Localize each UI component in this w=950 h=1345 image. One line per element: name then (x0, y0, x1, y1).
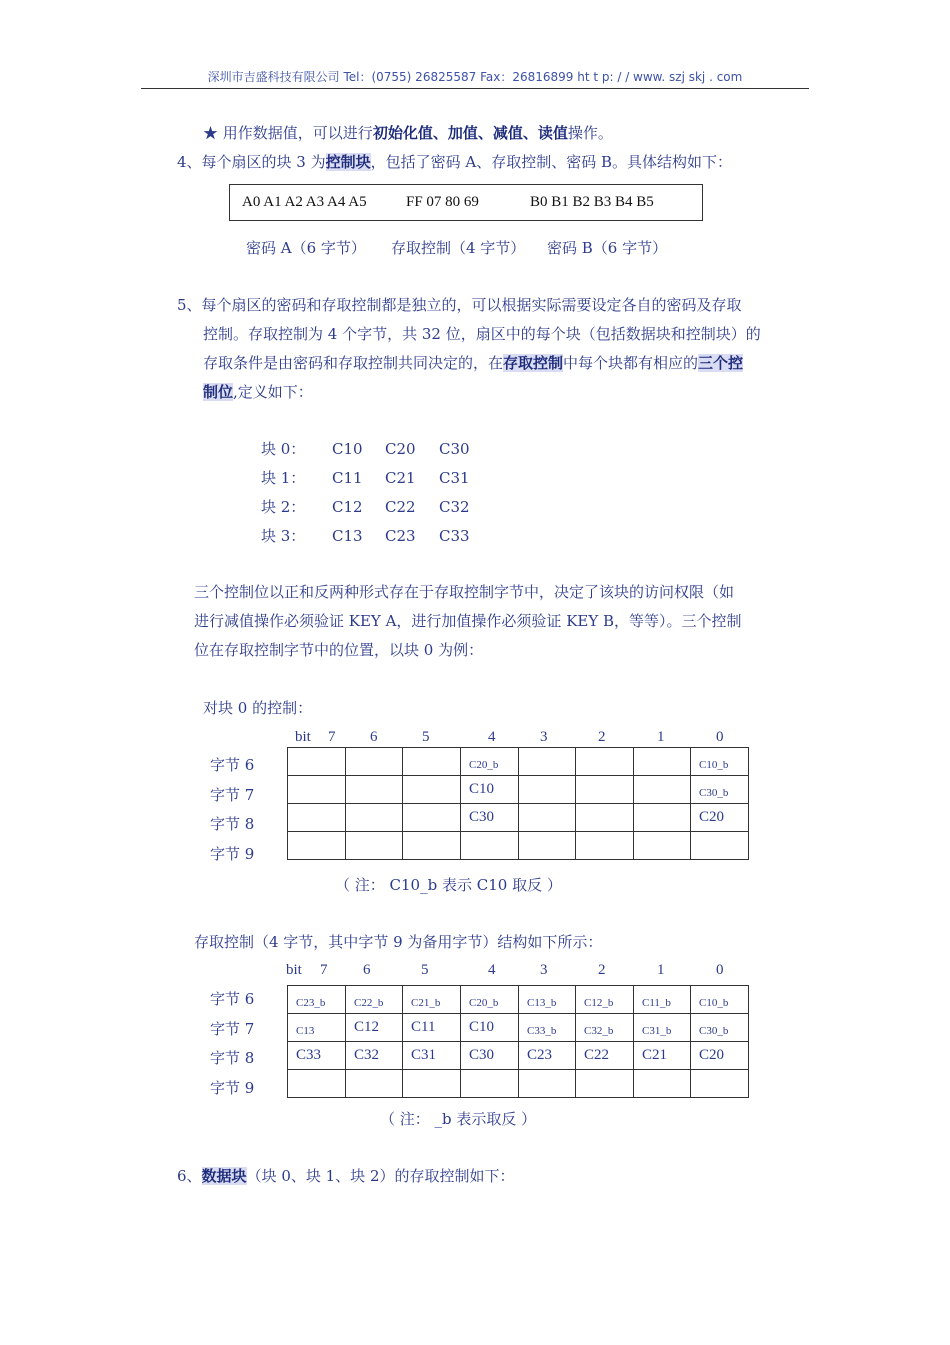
table-cell: C10 (461, 1014, 519, 1042)
item-5-highlight-bits-end: 制位 (203, 383, 234, 401)
table-cell (403, 1070, 461, 1098)
table-row (288, 776, 749, 804)
table-cell (576, 748, 634, 776)
row-label: 字节 7 (210, 1019, 255, 1038)
item-4-bold: 控制块 (325, 153, 371, 171)
row-label: 字节 7 (210, 785, 255, 804)
item-5-line-3 (203, 353, 743, 373)
block-label: 块 3： (261, 527, 306, 545)
table-cell (346, 776, 403, 804)
bit-number: 1 (657, 962, 665, 978)
block-bit: C30 (439, 440, 470, 458)
table-cell (288, 832, 346, 860)
table-cell (634, 832, 691, 860)
item-5-line-1: 5、每个扇区的密码和存取控制都是独立的，可以根据实际需要设定各自的密码及存取 (177, 296, 742, 314)
table-row (288, 804, 749, 832)
list-item (261, 438, 521, 467)
table-1-note: （ 注： C10_b 表示 C10 取反 ） (335, 876, 562, 894)
bit-number: 4 (488, 962, 496, 978)
table-cell: C23 (519, 1042, 576, 1070)
row-label: 字节 8 (210, 1049, 255, 1067)
item-6-highlight: 数据块 (201, 1167, 247, 1185)
table-cell (403, 776, 461, 804)
star-item-suffix: 操作。 (567, 124, 613, 142)
control-block-structure-box (229, 184, 703, 221)
row-label: 字节 9 (210, 1078, 255, 1097)
list-item (261, 496, 521, 525)
table-1-title: 对块 0 的控制： (203, 699, 313, 717)
table-cell (461, 832, 519, 860)
table-cell (346, 748, 403, 776)
table-cell (288, 776, 346, 804)
table-row (288, 748, 749, 776)
table-cell (519, 1070, 576, 1098)
bit-label: bit (295, 729, 311, 745)
table-cell: C12_b (576, 986, 634, 1014)
table-cell (346, 1070, 403, 1098)
table-cell: C20_b (461, 986, 519, 1014)
table-cell: C31_b (634, 1014, 691, 1042)
table-cell: C33 (288, 1042, 346, 1070)
key-b-caption: 密码 B（6 字节） (547, 239, 668, 257)
bit-number: 5 (421, 962, 429, 978)
table-cell (634, 776, 691, 804)
bit-number: 6 (363, 962, 371, 978)
table-cell (634, 748, 691, 776)
item-5-line-2: 控制。存取控制为 4 个字节，共 32 位，扇区中的每个块（包括数据块和控制块）的 (203, 325, 761, 343)
block-bit: C20 (385, 440, 416, 458)
access-caption: 存取控制（4 字节） (391, 239, 526, 257)
bit-number: 5 (422, 729, 430, 745)
key-a-bytes: A0 A1 A2 A3 A4 A5 (242, 194, 367, 210)
bit-number: 2 (598, 962, 606, 978)
bit-number: 7 (320, 962, 328, 978)
table-cell: C31 (403, 1042, 461, 1070)
table-cell (461, 1070, 519, 1098)
table-cell (634, 804, 691, 832)
table-cell (634, 1070, 691, 1098)
table-cell (576, 776, 634, 804)
table-cell (403, 804, 461, 832)
key-a-caption: 密码 A（6 字节） (246, 239, 366, 257)
block-label: 块 2： (261, 498, 306, 516)
table-2-title: 存取控制（4 字节，其中字节 9 为备用字节）结构如下所示： (194, 933, 603, 951)
table-cell: C30_b (691, 1014, 749, 1042)
table-row (288, 1014, 749, 1042)
table-cell: C10_b (691, 748, 749, 776)
block-bit: C31 (439, 469, 470, 487)
bit-number: 4 (488, 729, 496, 745)
table-cell (576, 832, 634, 860)
bits-para-line-3: 位在存取控制字节中的位置，以块 0 为例： (194, 641, 484, 659)
table-cell: C11_b (634, 986, 691, 1014)
item-4-prefix: 4、每个扇区的块 3 为 (177, 153, 326, 171)
bit-number: 0 (716, 729, 724, 745)
bits-para-line-2: 进行减值操作必须验证 KEY A，进行加值操作必须验证 KEY B，等等）。三个控制 (194, 612, 742, 630)
star-item (203, 123, 613, 143)
bit-label: bit (286, 962, 302, 978)
bit-number: 3 (540, 729, 548, 745)
row-label: 字节 6 (210, 756, 255, 774)
table-cell (691, 1070, 749, 1098)
block-bit: C13 (332, 527, 363, 545)
item-6-suffix: （块 0、块 1、块 2）的存取控制如下： (246, 1167, 515, 1185)
table-cell (288, 748, 346, 776)
table-cell: C32 (346, 1042, 403, 1070)
block-label: 块 0： (261, 440, 306, 458)
item-5-line-4-suffix: ,定义如下： (233, 383, 313, 401)
item-5-line-3-prefix: 存取条件是由密码和存取控制共同决定的，在 (203, 354, 504, 372)
table-cell: C33_b (519, 1014, 576, 1042)
block-bit: C23 (385, 527, 416, 545)
table-cell (346, 804, 403, 832)
item-5-line-3-mid: 中每个块都有相应的 (563, 354, 699, 372)
table-cell (288, 1070, 346, 1098)
row-label: 字节 6 (210, 990, 255, 1008)
bit-number: 7 (328, 729, 336, 745)
table-cell: C30_b (691, 776, 749, 804)
block-bit: C11 (332, 469, 363, 487)
table-cell: C20 (691, 1042, 749, 1070)
table-row (288, 1042, 749, 1070)
table-2-grid (287, 985, 749, 1098)
table-cell: C22_b (346, 986, 403, 1014)
table-cell: C11 (403, 1014, 461, 1042)
access-bytes: FF 07 80 69 (406, 194, 479, 210)
table-cell: C13_b (519, 986, 576, 1014)
table-cell (288, 804, 346, 832)
block-bit: C12 (332, 498, 363, 516)
block-bit: C32 (439, 498, 470, 516)
table-cell: C22 (576, 1042, 634, 1070)
table-cell: C12 (346, 1014, 403, 1042)
header-divider (141, 88, 809, 89)
bit-number: 6 (370, 729, 378, 745)
bit-number: 1 (657, 729, 665, 745)
table-cell (519, 804, 576, 832)
table-2-bit-header (0, 962, 950, 982)
table-row (288, 832, 749, 860)
item-6-prefix: 6、 (177, 1167, 202, 1185)
block-bit: C33 (439, 527, 470, 545)
table-cell: C21 (634, 1042, 691, 1070)
key-b-bytes: B0 B1 B2 B3 B4 B5 (530, 194, 654, 210)
table-2-row-labels (210, 985, 254, 1103)
bit-number: 2 (598, 729, 606, 745)
table-1-row-labels (210, 751, 254, 869)
table-cell: C21_b (403, 986, 461, 1014)
table-cell: C20_b (461, 748, 519, 776)
table-cell (519, 776, 576, 804)
star-item-prefix: 用作数据值，可以进行 (222, 124, 373, 142)
table-cell: C13 (288, 1014, 346, 1042)
star-icon: ★ (203, 124, 219, 142)
row-label: 字节 8 (210, 815, 255, 833)
table-cell: C10 (461, 776, 519, 804)
page-header: 深圳市吉盛科技有限公司 Tel：(0755) 26825587 Fax：26816899 ht t p: / / www. szj skj . com (207, 70, 743, 84)
table-cell (691, 832, 749, 860)
table-row (288, 986, 749, 1014)
table-1-bit-header (0, 729, 950, 749)
table-cell (403, 748, 461, 776)
block-label: 块 1： (261, 469, 306, 487)
item-6 (177, 1166, 515, 1186)
table-cell (346, 832, 403, 860)
table-cell: C23_b (288, 986, 346, 1014)
row-label: 字节 9 (210, 844, 255, 863)
bits-para-line-1: 三个控制位以正和反两种形式存在于存取控制字节中，决定了该块的访问权限（如 (194, 583, 735, 601)
bit-number: 0 (716, 962, 724, 978)
table-cell (576, 1070, 634, 1098)
item-5-line-4 (203, 382, 313, 402)
table-1-grid (287, 747, 749, 860)
item-4-suffix: ，包括了密码 A、存取控制、密码 B。具体结构如下： (370, 153, 733, 171)
block-bit: C10 (332, 440, 363, 458)
table-2-note: （ 注： _b 表示取反 ） (380, 1110, 537, 1128)
star-item-bold: 初始化值、加值、减值、读值 (372, 124, 568, 142)
bit-number: 3 (540, 962, 548, 978)
item-4 (177, 152, 732, 172)
table-row (288, 1070, 749, 1098)
table-cell (403, 832, 461, 860)
table-cell (519, 832, 576, 860)
table-cell: C30 (461, 1042, 519, 1070)
block-bit: C21 (385, 469, 416, 487)
list-item (261, 467, 521, 496)
block-bit-list (261, 438, 521, 554)
table-cell: C32_b (576, 1014, 634, 1042)
table-cell: C30 (461, 804, 519, 832)
list-item (261, 525, 521, 554)
table-cell: C20 (691, 804, 749, 832)
table-cell (519, 748, 576, 776)
item-5-highlight-bits: 三个控 (698, 354, 744, 372)
table-cell: C10_b (691, 986, 749, 1014)
table-cell (576, 804, 634, 832)
block-bit: C22 (385, 498, 416, 516)
item-5-highlight-access: 存取控制 (503, 354, 564, 372)
